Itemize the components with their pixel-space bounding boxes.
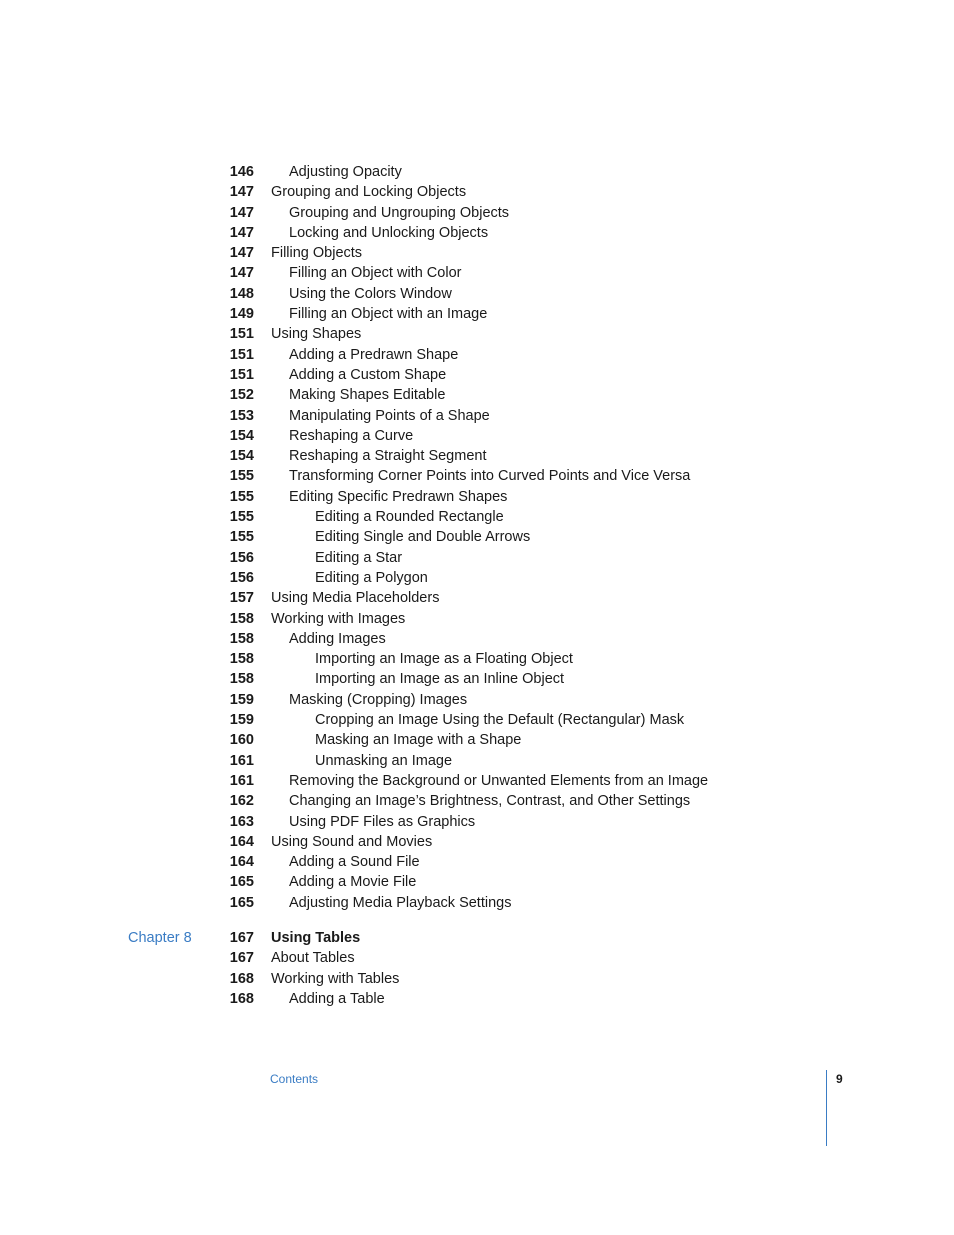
toc-page-number: 164 — [229, 854, 254, 871]
toc-entry[interactable] — [0, 324, 954, 344]
toc-entry[interactable] — [0, 893, 954, 913]
toc-entry[interactable] — [0, 406, 954, 426]
toc-page-number: 162 — [229, 793, 254, 810]
toc-entry[interactable] — [0, 446, 954, 466]
toc-entry-title: Cropping an Image Using the Default (Rectangular) Mask — [315, 712, 685, 729]
toc-entry[interactable] — [0, 852, 954, 872]
toc-entry[interactable] — [0, 609, 954, 629]
toc-page-number: 168 — [229, 970, 254, 987]
toc-entry[interactable] — [0, 507, 954, 527]
toc-entry-title: Using the Colors Window — [289, 285, 452, 302]
toc-entry[interactable] — [0, 948, 954, 968]
toc-page-number: 154 — [229, 427, 254, 444]
toc-entry-title: Editing a Star — [315, 549, 403, 566]
toc-page-number: 161 — [229, 772, 254, 789]
toc-entry[interactable] — [0, 649, 954, 669]
toc-entry-title: Working with Images — [271, 610, 406, 627]
toc-entry[interactable] — [0, 263, 954, 283]
toc-entry[interactable] — [0, 629, 954, 649]
toc-page-number: 168 — [229, 990, 254, 1007]
toc-page-number: 160 — [229, 732, 254, 749]
toc-entry[interactable] — [0, 243, 954, 263]
toc-entry-title: Using PDF Files as Graphics — [289, 813, 476, 830]
toc-entry[interactable] — [0, 365, 954, 385]
toc-entry-title: Using Sound and Movies — [271, 833, 433, 850]
toc-entry-title: Adding a Sound File — [289, 854, 420, 871]
toc-page-number: 147 — [229, 224, 254, 241]
toc-entry[interactable] — [0, 284, 954, 304]
toc-entry-title: Removing the Background or Unwanted Elements from an Image — [289, 772, 709, 789]
toc-page-number: 158 — [229, 671, 254, 688]
footer-divider — [826, 1070, 827, 1146]
toc-entry-title: Locking and Unlocking Objects — [289, 224, 489, 241]
toc-page-number: 146 — [229, 164, 254, 180]
toc-entry[interactable] — [0, 182, 954, 202]
page-number: 9 — [836, 1072, 843, 1086]
toc-entry-title: Grouping and Locking Objects — [271, 184, 467, 201]
toc-page-number: 158 — [229, 651, 254, 668]
chapter-label: Chapter 8 — [128, 930, 192, 946]
toc-page-number: 147 — [229, 204, 254, 221]
toc-entry[interactable] — [0, 669, 954, 689]
toc-entry-title: Editing Single and Double Arrows — [315, 529, 531, 546]
toc-page-number: 154 — [229, 448, 254, 465]
toc-page-number: 158 — [229, 610, 254, 627]
toc-page-number: 161 — [229, 752, 254, 769]
toc-page-number: 164 — [229, 833, 254, 850]
toc-page-number: 147 — [229, 265, 254, 282]
toc-entry-title: Changing an Image’s Brightness, Contrast, and Other Settings — [289, 793, 691, 810]
toc-entry[interactable] — [0, 548, 954, 568]
toc-entry-title: Editing Specific Predrawn Shapes — [289, 488, 508, 505]
toc-entry-title: Adding a Table — [289, 990, 385, 1007]
toc-entry[interactable] — [0, 568, 954, 588]
toc-entry-title: Using Shapes — [271, 326, 362, 343]
toc-entry-title: Adding Images — [289, 630, 386, 647]
toc-entry[interactable] — [0, 487, 954, 507]
toc-entry-title: Making Shapes Editable — [289, 387, 446, 404]
toc-page-number: 147 — [229, 184, 254, 201]
toc-entry[interactable] — [0, 588, 954, 608]
toc-entry[interactable] — [0, 345, 954, 365]
toc-entry-title: Masking an Image with a Shape — [315, 732, 522, 749]
toc-page-number: 159 — [229, 691, 254, 708]
toc-entry[interactable] — [0, 162, 954, 182]
toc-page-number: 151 — [229, 366, 254, 383]
toc-page-number: 155 — [229, 488, 254, 505]
toc-page-number: 157 — [229, 590, 254, 607]
toc-entry-title: Reshaping a Straight Segment — [289, 448, 487, 465]
toc-page-number: 156 — [229, 549, 254, 566]
chapter-8-block — [0, 928, 954, 1009]
toc-entry-title: Transforming Corner Points into Curved Points and Vice Versa — [289, 468, 691, 485]
toc-page-number: 149 — [229, 306, 254, 323]
toc-page-number: 165 — [229, 874, 254, 891]
toc-page-number: 151 — [229, 346, 254, 363]
toc-entry-title: Adding a Custom Shape — [289, 366, 447, 383]
chapter-entries — [0, 928, 954, 1009]
toc-entry[interactable] — [0, 872, 954, 892]
toc-entry-title: Importing an Image as an Inline Object — [315, 671, 565, 688]
toc-entry[interactable] — [0, 832, 954, 852]
toc-page-number: 155 — [229, 509, 254, 526]
chapter-heading[interactable] — [0, 928, 954, 948]
toc-page-number: 155 — [229, 529, 254, 546]
toc-entry[interactable] — [0, 466, 954, 486]
toc-entry-title: Editing a Rounded Rectangle — [315, 509, 504, 526]
toc-page-number: 147 — [229, 245, 254, 262]
toc-entry[interactable] — [0, 791, 954, 811]
toc-entry[interactable] — [0, 989, 954, 1009]
toc-page-number: 167 — [229, 930, 254, 946]
toc-entry[interactable] — [0, 223, 954, 243]
toc-page-number: 159 — [229, 712, 254, 729]
toc-entry-title: Unmasking an Image — [315, 752, 453, 769]
toc-page-number: 163 — [229, 813, 254, 830]
toc-entry[interactable] — [0, 812, 954, 832]
toc-entry-title: Adjusting Media Playback Settings — [289, 894, 512, 911]
toc-entry[interactable] — [0, 304, 954, 324]
toc-page-number: 167 — [229, 950, 254, 967]
toc-entry-title: Working with Tables — [271, 970, 400, 987]
toc-entry[interactable] — [0, 527, 954, 547]
toc-entry[interactable] — [0, 426, 954, 446]
toc-entry[interactable] — [0, 730, 954, 750]
toc-entry-title: Using Media Placeholders — [271, 590, 440, 607]
toc-entry[interactable] — [0, 710, 954, 730]
toc-page-number: 153 — [229, 407, 254, 424]
toc-list — [0, 162, 954, 913]
toc-page-number: 151 — [229, 326, 254, 343]
toc-entry-title: About Tables — [271, 950, 355, 967]
toc-entry-title: Masking (Cropping) Images — [289, 691, 468, 708]
toc-entry-title: Filling Objects — [271, 245, 363, 262]
toc-entry-title: Filling an Object with Color — [289, 265, 462, 282]
toc-entry[interactable] — [0, 690, 954, 710]
footer-section-label: Contents — [270, 1072, 319, 1086]
toc-page-number: 148 — [229, 285, 254, 302]
toc-entry-title: Grouping and Ungrouping Objects — [289, 204, 510, 221]
toc-entry-title: Manipulating Points of a Shape — [289, 407, 490, 424]
toc-entry-title: Adding a Movie File — [289, 874, 417, 891]
toc-entry[interactable] — [0, 203, 954, 223]
toc-entry-title: Reshaping a Curve — [289, 427, 414, 444]
toc-entry-title: Using Tables — [271, 930, 361, 946]
toc-entry[interactable] — [0, 385, 954, 405]
toc-page-number: 155 — [229, 468, 254, 485]
toc-entry-title: Adjusting Opacity — [289, 164, 402, 180]
toc-entry-title: Filling an Object with an Image — [289, 306, 488, 323]
toc-page-number: 158 — [229, 630, 254, 647]
toc-entry[interactable] — [0, 969, 954, 989]
toc-entry[interactable] — [0, 751, 954, 771]
toc-entry-title: Adding a Predrawn Shape — [289, 346, 459, 363]
toc-page-number: 165 — [229, 894, 254, 911]
toc-entry-title: Importing an Image as a Floating Object — [315, 651, 573, 668]
toc-entry-title: Editing a Polygon — [315, 569, 428, 586]
toc-entry[interactable] — [0, 771, 954, 791]
toc-page-number: 156 — [229, 569, 254, 586]
toc-page-number: 152 — [229, 387, 254, 404]
